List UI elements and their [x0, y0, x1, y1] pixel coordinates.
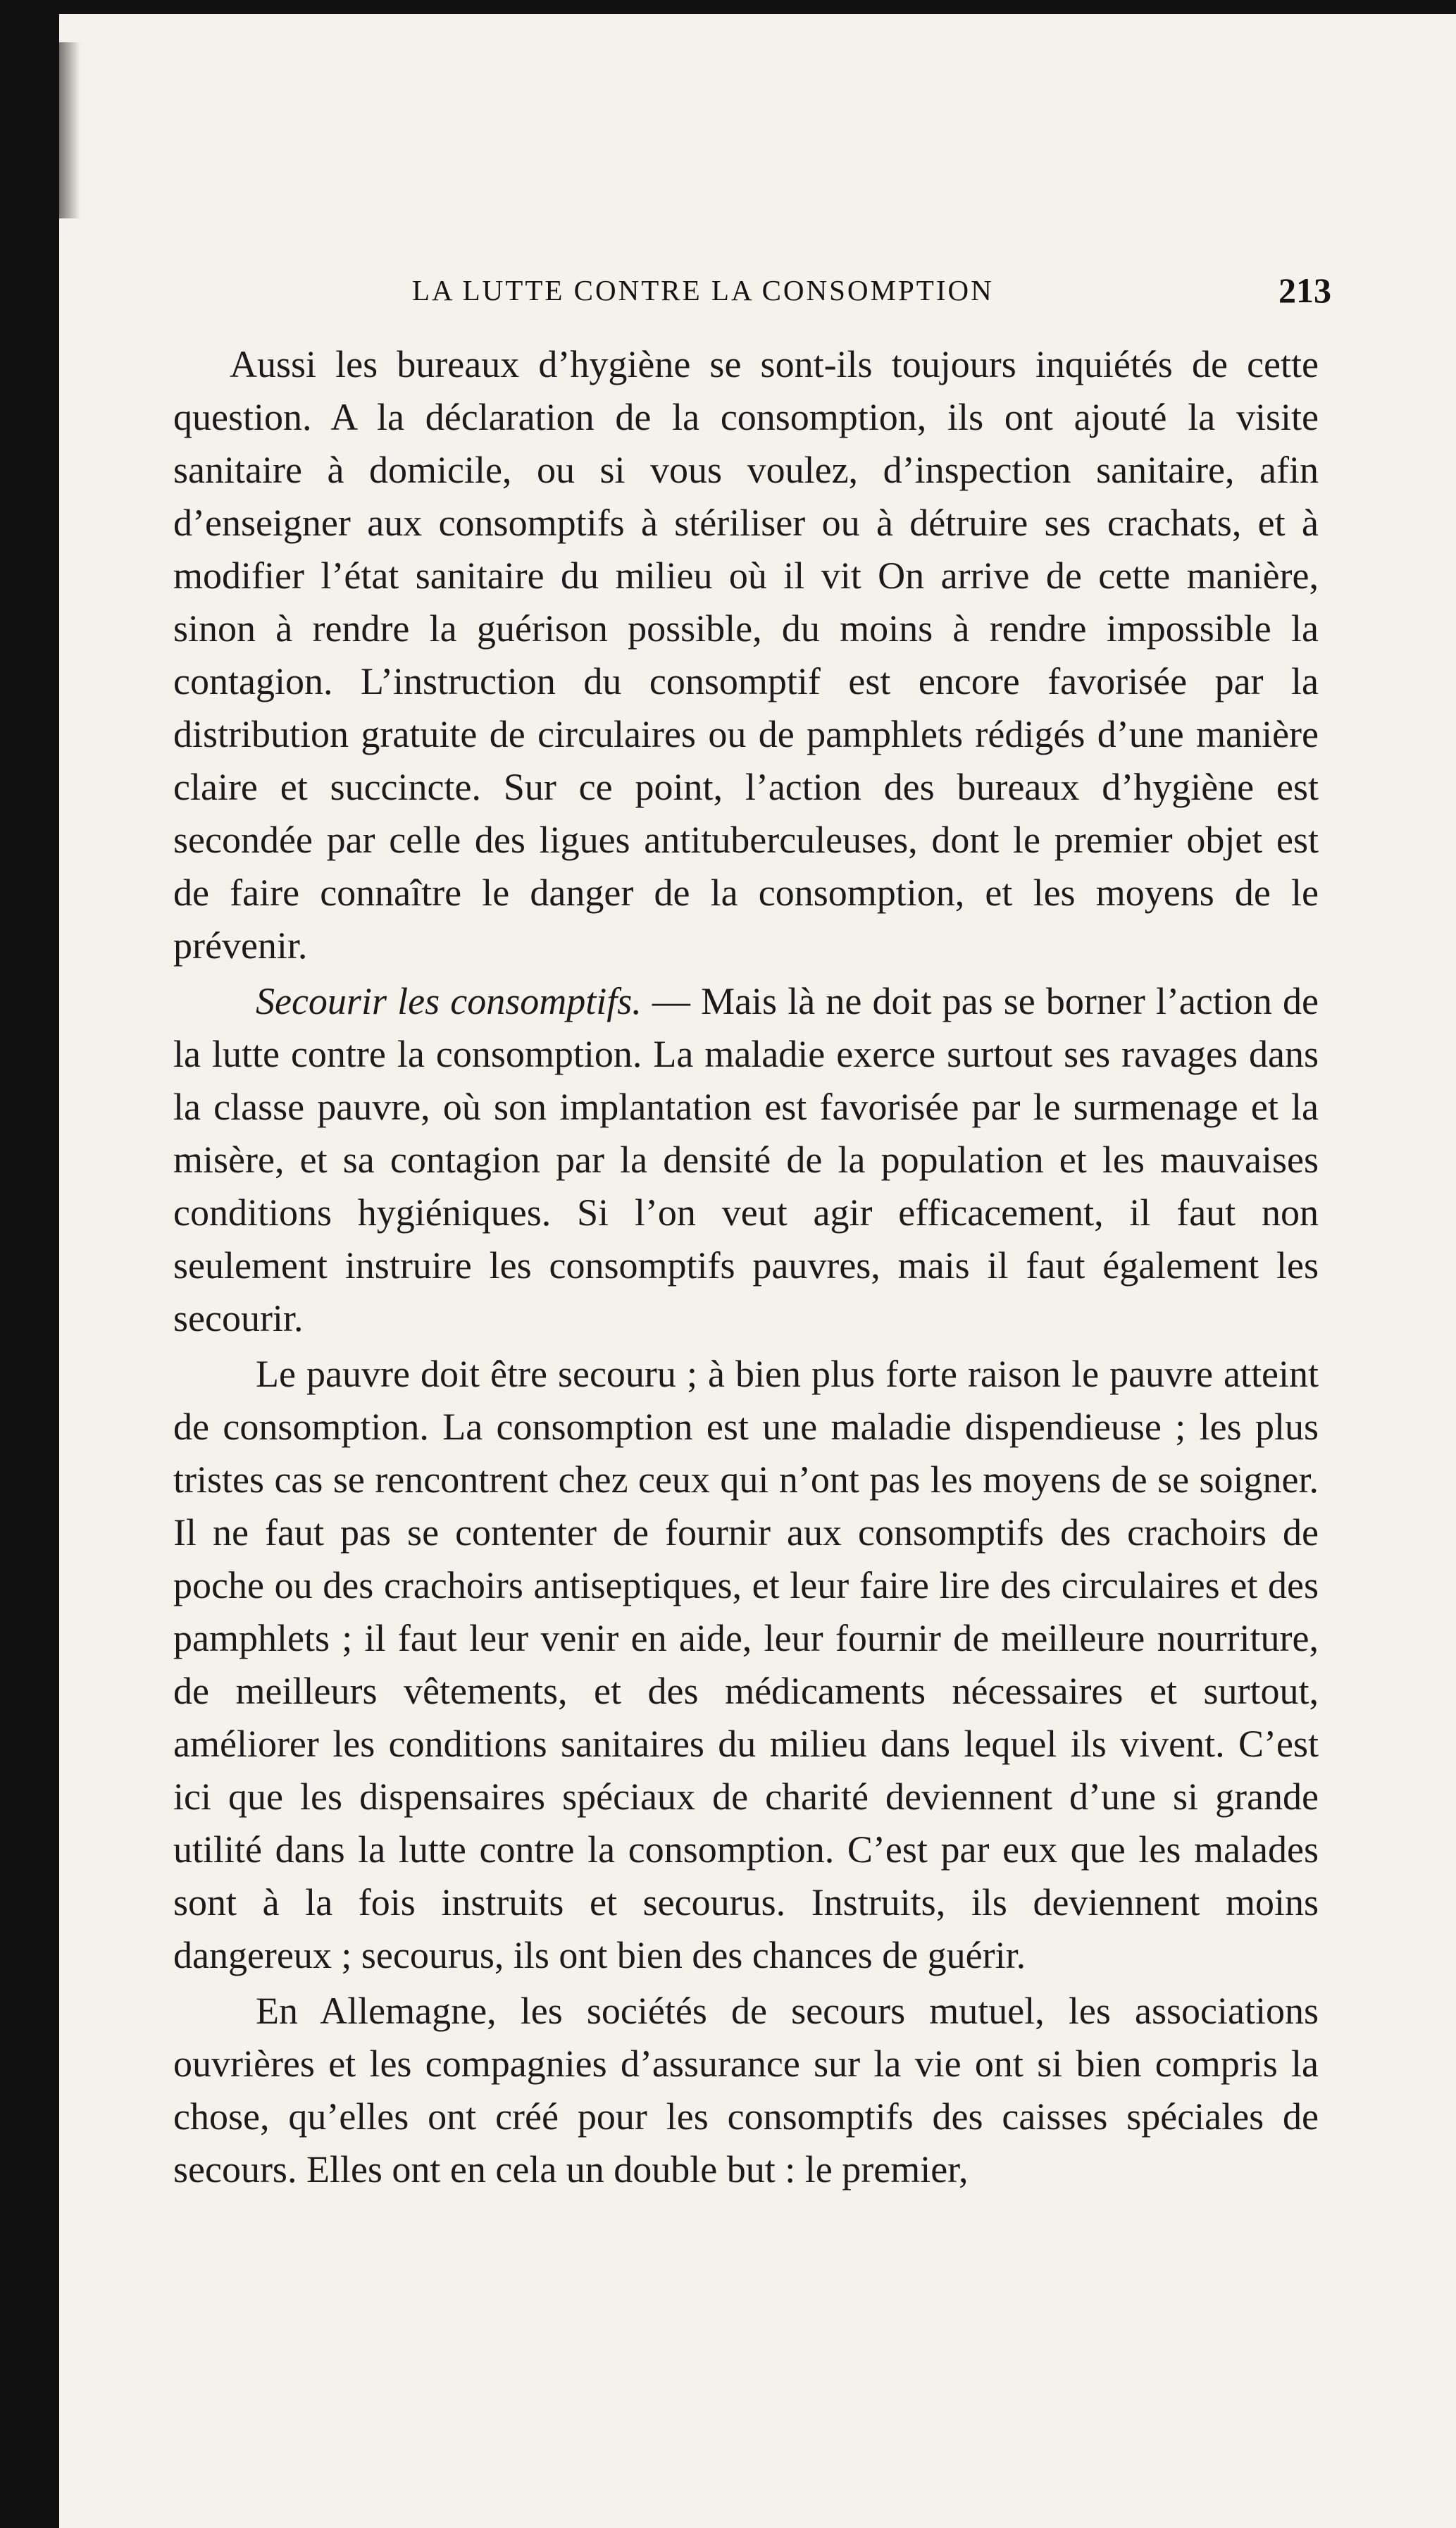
- running-head: [412, 269, 1331, 311]
- paragraph-2-text: — Mais là ne doit pas se borner l’action de la lutte contre la consomption. La maladie exerce surtout ses ravages dans la classe pauvre, où son implantation est favorisée par le surmenage et la misère, et sa contagion par la densité de la population et les mauvaises conditions hygiéniques. Si l’on veut agir efficacement, il faut non seulement instruire les consomptifs pauvres, mais il faut également les secourir.: [173, 980, 1319, 1339]
- top-scan-border: [0, 0, 1456, 14]
- body-text: [173, 338, 1319, 2199]
- page-number: 213: [1278, 271, 1331, 310]
- paragraph-3: Le pauvre doit être secouru ; à bien plus forte raison le pauvre atteint de consomption. La consomption est une maladie dispendieuse ; les plus tristes cas se rencontrent chez ceux qui n’ont pas les moyens de se soigner. Il ne faut pas se contenter de fournir aux consomptifs des crachoirs de poche ou des crachoirs antiseptiques, et leur faire lire des circulaires et des pamphlets ; il faut leur venir en aide, leur fournir de meilleure nourriture, de meilleurs vêtements, et des médicaments nécessaires et surtout, améliorer les conditions sanitaires du milieu dans lequel ils vivent. C’est ici que les dispensaires spéciaux de charité deviennent d’une si grande utilité dans la lutte contre la consomption. C’est par eux que les malades sont à la fois instruits et secourus. Instruits, ils deviennent moins dangereux ; secourus, ils ont bien des chances de guérir.: [173, 1353, 1319, 1976]
- paragraph-4: En Allemagne, les sociétés de secours mutuel, les associations ouvrières et les compagnies d’assurance sur la vie ont si bien compris la chose, qu’elles ont créé pour les consomptifs des caisses spéciales de secours. Elles ont en cela un double but : le premier,: [173, 1990, 1319, 2191]
- left-scan-border: [0, 0, 59, 2528]
- paragraph-2: [173, 975, 1319, 1345]
- section-heading: Secourir les consomptifs.: [256, 980, 642, 1022]
- running-title: LA LUTTE CONTRE LA CONSOMPTION: [412, 274, 994, 306]
- paragraph-1: Aussi les bureaux d’hygiène se sont-ils toujours inquiétés de cette question. A la déclaration de la consomption, ils ont ajouté la visite sanitaire à domicile, ou si vous voulez, d’inspection sanitaire, afin d’enseigner aux consomptifs à stériliser ou à détruire ses crachats, et à modifier l’état sanitaire du milieu où il vit On arrive de cette manière, sinon à rendre la guérison possible, du moins à rendre impossible la contagion. L’instruction du consomptif est encore favorisée par la distribution gratuite de circulaires ou de pamphlets rédigés d’une manière claire et succincte. Sur ce point, l’action des bureaux d’hygiène est secondée par celle des ligues antituberculeuses, dont le premier objet est de faire connaître le danger de la consomption, et les moyens de le prévenir.: [173, 343, 1319, 967]
